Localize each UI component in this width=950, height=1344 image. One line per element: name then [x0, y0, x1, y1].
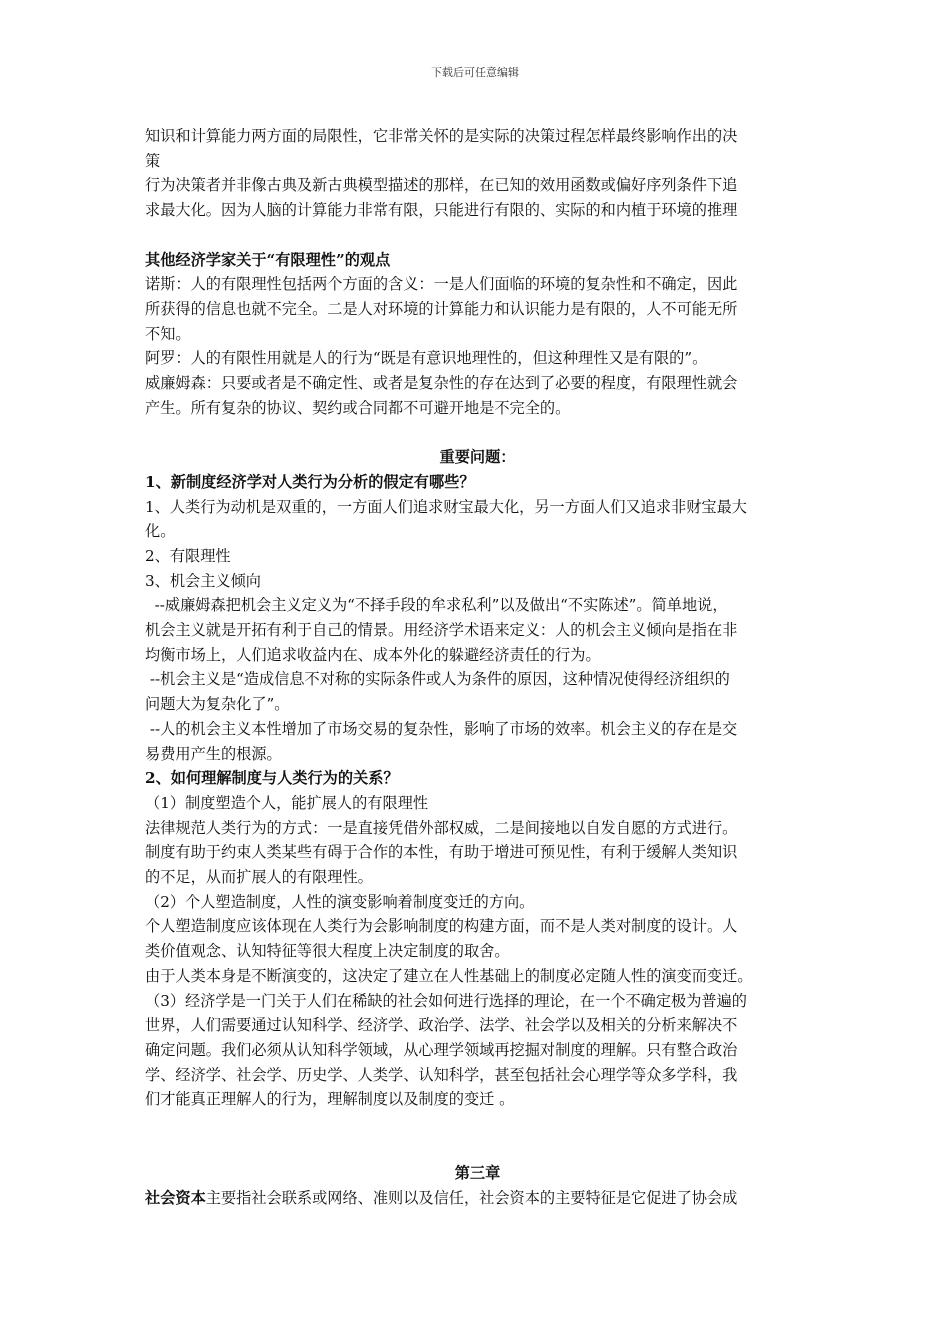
paragraph-line: 产生。所有复杂的协议、契约或合同都不可避开地是不完全的。: [145, 398, 571, 417]
answer-line: （1）制度塑造个人，能扩展人的有限理性: [145, 793, 429, 812]
chapter-title: 第三章: [454, 1164, 501, 1183]
paragraph-line: 不知。: [145, 324, 191, 343]
intro-section: [145, 124, 810, 223]
answer-line: 世界，人们需要通过认知科学、经济学、政治学、法学、社会学以及相关的分析来解决不: [145, 1016, 738, 1035]
document-body: [145, 124, 810, 1211]
answer-line: 由于人类本身是不断演变的，这决定了建立在人性基础上的制度必定随人性的演变而变迁。: [145, 966, 753, 985]
answer-line: 1、人类行为动机是双重的，一方面人们追求财宝最大化，另一方面人们又追求非财宝最大: [145, 497, 747, 516]
paragraph-line: 阿罗：人的有限性用就是人的行为“既是有意识地理性的，但这种理性又是有限的”。: [145, 349, 708, 368]
answer-line: 化。: [145, 522, 176, 541]
answer-line: 法律规范人类行为的方式：一是直接凭借外部权威，二是间接地以自发自愿的方式进行。: [145, 818, 738, 837]
intro-line-2: 策: [145, 151, 161, 170]
spacer: [145, 1112, 810, 1161]
paragraph-line: 所获得的信息也就不完全。二是人对环境的计算能力和认识能力是有限的，人不可能无所: [145, 299, 738, 318]
answer-line: 确定问题。我们必须从认知科学领域，从心理学领域再挖掘对制度的理解。只有整合政治: [145, 1040, 738, 1059]
answer-line: 个人塑造制度应该体现在人类行为会影响制度的构建方面，而不是人类对制度的设计。人: [145, 917, 738, 936]
chapter-line-text: 主要指社会联系或网络、准则以及信任，社会资本的主要特征是它促进了协会成: [205, 1189, 738, 1208]
paragraph-line: 威廉姆森：只要或者是不确定性、或者是复杂性的存在达到了必要的程度，有限理性就会: [145, 374, 738, 393]
intro-line-3: 行为决策者并非像古典及新古典模型描述的那样，在已知的效用函数或偏好序列条件下追: [145, 176, 738, 195]
answer-line: 2、有限理性: [145, 546, 231, 565]
answer-line: 问题大为复杂化了”。: [145, 695, 290, 714]
chapter-3-section: [145, 1161, 810, 1210]
answer-line: 均衡市场上，人们追求收益内在、成本外化的躲避经济责任的行为。: [145, 645, 601, 664]
section-title: 重要问题：: [439, 448, 516, 467]
answer-line: 们才能真正理解人的行为，理解制度以及制度的变迁 。: [145, 1090, 515, 1109]
chapter-line-1: [145, 1186, 810, 1211]
answer-line: --威廉姆森把机会主义定义为“不择手段的牟求私利”以及做出“不实陈述”。简单地说，: [145, 596, 728, 615]
other-economists-section: [145, 248, 810, 421]
answer-line: （3）经济学是一门关于人们在稀缺的社会如何进行选择的理论，在一个不确定极为普遍的: [145, 991, 747, 1010]
answer-line: --人的机会主义本性增加了市场交易的复杂性，影响了市场的效率。机会主义的存在是交: [145, 719, 738, 738]
intro-line-4: 求最大化。因为人脑的计算能力非常有限，只能进行有限的、实际的和内植于环境的推理: [145, 201, 738, 220]
intro-line-1: 知识和计算能力两方面的局限性，它非常关怀的是实际的决策过程怎样最终影响作出的决: [145, 127, 738, 145]
answer-line: （2）个人塑造制度，人性的演变影响着制度变迁的方向。: [145, 892, 535, 911]
answer-line: 的不足，从而扩展人的有限理性。: [145, 868, 373, 887]
answer-line: 3、机会主义倾向: [145, 571, 261, 590]
question-1: 1、新制度经济学对人类行为分析的假定有哪些？: [145, 472, 475, 491]
answer-line: --机会主义是“造成信息不对称的实际条件或人为条件的原因，这种情况使得经济组织的: [145, 670, 730, 689]
important-questions-section: [145, 445, 810, 1112]
spacer: [145, 223, 810, 248]
question-2: 2、如何理解制度与人类行为的关系？: [145, 769, 399, 788]
answer-line: 易费用产生的根源。: [145, 744, 282, 763]
paragraph-line: 诺斯：人的有限理性包括两个方面的含义：一是人们面临的环境的复杂性和不确定，因此: [145, 275, 738, 294]
page-header: 下载后可任意编辑: [431, 66, 519, 79]
spacer: [145, 420, 810, 445]
key-term: 社会资本: [145, 1189, 206, 1208]
section-heading: 其他经济学家关于“有限理性”的观点: [145, 250, 391, 269]
answer-line: 学、经济学、社会学、历史学、人类学、认知科学，甚至包括社会心理学等众多学科，我: [145, 1065, 738, 1084]
answer-line: 制度有助于约束人类某些有碍于合作的本性，有助于增进可预见性，有利于缓解人类知识: [145, 843, 738, 862]
answer-line: 机会主义就是开拓有利于自己的情景。用经济学术语来定义：人的机会主义倾向是指在非: [145, 621, 738, 640]
answer-line: 类价值观念、认知特征等很大程度上决定制度的取舍。: [145, 942, 510, 961]
